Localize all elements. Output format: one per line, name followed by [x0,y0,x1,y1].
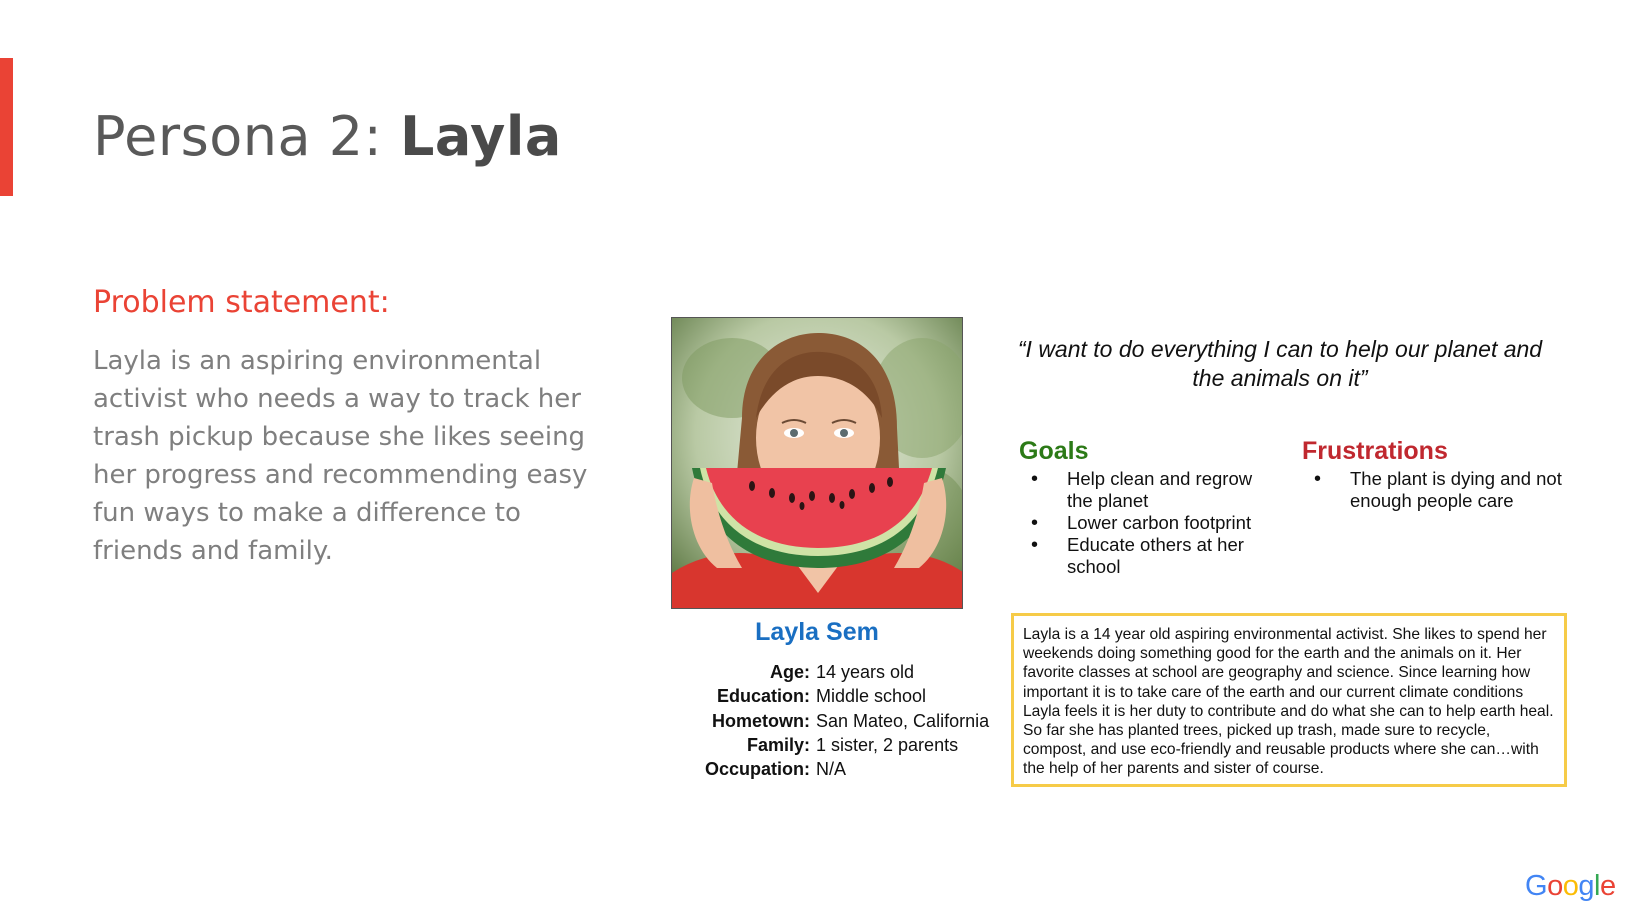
logo-letter: l [1593,870,1600,902]
persona-quote: “I want to do everything I can to help our planet and the animals on it” [1017,336,1543,391]
problem-statement-text: Layla is an aspiring environmental activist who needs a way to track her trash pickup because she likes seeing her progress and recommending easy fun ways to make a difference to friends and family. [93,346,588,566]
logo-letter: o [1547,870,1563,902]
title-prefix: Persona 2: [93,105,400,168]
detail-value: San Mateo, California [816,710,990,731]
title-name: Layla [399,105,562,168]
detail-row-age [640,660,1020,684]
frustrations-heading: Frustrations [1302,437,1448,465]
detail-value: N/A [816,759,847,780]
detail-label: Education: [717,686,810,707]
detail-row-family [640,733,1020,757]
google-logo [1525,870,1616,903]
logo-letter: g [1578,870,1594,902]
detail-value: 1 sister, 2 parents [816,734,959,755]
goals-heading: Goals [1019,437,1089,465]
detail-row-occupation [640,757,1020,781]
frustration-item: • The plant is dying and not enough people care [1302,468,1562,512]
problem-statement-heading: Problem statement: [93,285,390,320]
detail-row-hometown [640,709,1020,733]
persona-details [640,660,1020,781]
goals-list [1019,468,1279,578]
logo-letter: o [1562,870,1579,902]
goal-item: • Help clean and regrow the planet [1019,468,1279,512]
persona-photo [671,317,963,609]
persona-name: Layla Sem [755,618,879,646]
detail-label: Age: [770,662,810,682]
logo-letter: G [1525,870,1548,902]
accent-bar [0,58,13,196]
detail-value: 14 years old [816,662,915,682]
goal-item: • Educate others at her school [1019,534,1279,578]
goal-item: • Lower carbon footprint [1019,512,1279,534]
detail-row-education [640,684,1020,708]
detail-label: Occupation: [704,759,810,780]
frustrations-list [1302,468,1562,512]
persona-bio: Layla is a 14 year old aspiring environmental activist. She likes to spend her weekends doing something good for the earth and the animals on it. Her favorite classes at school are geography and science. Since learning how important it is to take care of the earth and our current climate conditions Layla feels it is her duty to contribute and do what she can to help earth heal. So far she has planted trees, picked up trash, made sure to recycle, compost, and use eco-friendly and reusable products where she can…with the help of her parents and sister of course. [1011,613,1567,787]
detail-value: Middle school [816,686,927,707]
detail-label: Family: [746,734,810,755]
logo-letter: e [1599,870,1616,902]
slide-title [93,105,562,168]
detail-label: Hometown: [712,710,810,731]
